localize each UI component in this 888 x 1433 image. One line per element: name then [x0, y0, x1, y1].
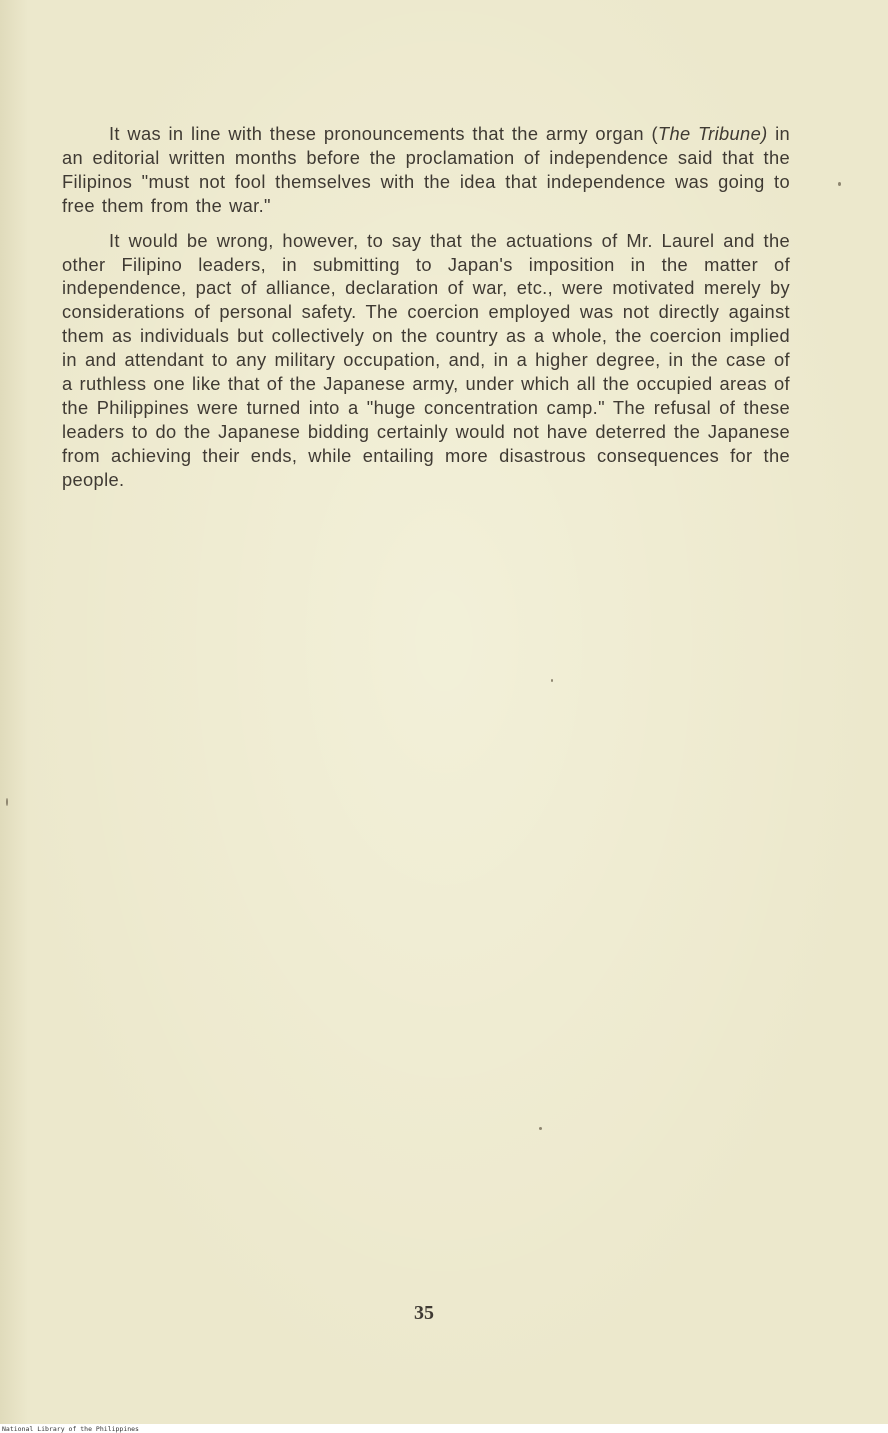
body-text	[62, 122, 790, 492]
paragraph-1-text: It was in line with these pronouncements that the army organ (	[109, 123, 658, 144]
paper-speck	[539, 1127, 542, 1130]
paper-speck	[6, 798, 8, 806]
paper-speck	[838, 182, 841, 186]
paragraph-2	[62, 229, 790, 492]
paragraph-1-italic-title: The Tribune)	[657, 123, 768, 144]
paper-speck	[551, 679, 553, 682]
page-number: 35	[414, 1302, 434, 1324]
paragraph-1-text-continued: in an editorial written months before the proclamation of independence said that the Filipinos "must not fool themselves with the idea that independence was going to free them from the war."	[62, 123, 790, 216]
paragraph-1	[62, 122, 790, 218]
paragraph-2-text: It would be wrong, however, to say that the actuations of Mr. Laurel and the other Filipino leaders, in submitting to Japan's imposition in the matter of independence, pact of alliance, declaration of war, etc., were motivated merely by considerations of personal safety. The coercion employed was not directly against them as individuals but collectively on the country as a whole, the coercion implied in and attendant to any military occupation, and, in a higher degree, in the case of a ruthless one like that of the Japanese army, under which all the occupied areas of the Philippines were turned into a "huge concentration camp." The refusal of these leaders to do the Japanese bidding certainly would not have deterred the Japanese from achieving their ends, while entailing more disastrous consequences for the people.	[62, 229, 790, 490]
library-credit: National Library of the Philippines	[2, 1425, 139, 1433]
